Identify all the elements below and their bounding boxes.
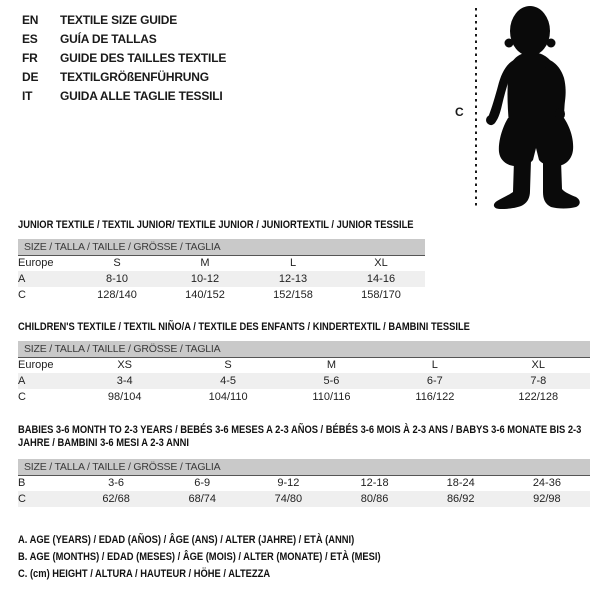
row-label: Europe xyxy=(18,359,54,372)
age-cell: 18-24 xyxy=(446,477,475,490)
table-row-europe xyxy=(18,255,425,271)
junior-size-table xyxy=(18,239,425,303)
lang-code: ES xyxy=(22,32,38,46)
size-cell: L xyxy=(289,257,297,270)
size-cell: XL xyxy=(531,359,546,372)
height-cell: 152/158 xyxy=(273,289,313,301)
size-cell: L xyxy=(431,359,438,372)
size-header-bar xyxy=(18,341,590,357)
lang-title: GUIDA ALLE TAGLIE TESSILI xyxy=(60,89,223,103)
age-cell: 9-12 xyxy=(277,477,300,490)
lang-title: TEXTILE SIZE GUIDE xyxy=(60,13,178,27)
height-cell: 62/68 xyxy=(73,491,159,507)
row-label: Europe xyxy=(18,257,54,270)
row-label: A xyxy=(18,373,73,389)
height-cell: 122/128 xyxy=(518,391,559,403)
size-cell: XS xyxy=(117,359,133,372)
row-label: C xyxy=(18,391,26,403)
table-row-height xyxy=(18,389,590,405)
legend-age-months: B. AGE (MONTHS) / EDAD (MESES) / ÂGE (MOIS) / ALTER (MONATE) / ETÀ (MESI) xyxy=(18,551,381,563)
table-row-age xyxy=(18,373,590,389)
height-cell: 104/110 xyxy=(208,391,248,403)
babies-textile-section xyxy=(18,424,590,507)
lang-title: TEXTILGRÖßENFÜHRUNG xyxy=(60,70,209,84)
age-cell: 12-18 xyxy=(360,477,389,490)
size-header-label: SIZE / TALLA / TAILLE / GRÖSSE / TAGLIA xyxy=(18,341,590,357)
lang-row-de xyxy=(22,68,226,87)
lang-row-es xyxy=(22,30,226,49)
height-cell: 92/98 xyxy=(504,491,590,507)
legend-height: C. (cm) HEIGHT / ALTURA / HAUTEUR / HÖHE / ALTEZZA xyxy=(18,568,271,580)
age-cell: 8-10 xyxy=(73,271,161,287)
table-row-age-months xyxy=(18,475,590,491)
babies-table-title: BABIES 3-6 MONTH TO 2-3 YEARS / BEBÉS 3-6 MESES A 2-3 AÑOS / BÉBÉS 3-6 MOIS À 2-3 ANS / BABYS 3-6 MONATE BIS 2-3 JAHRE / BAMBINI 3-6 MESI A 2-3 ANNI xyxy=(18,424,582,449)
childrens-size-table xyxy=(18,341,590,405)
age-cell: 7-8 xyxy=(487,373,590,389)
age-cell: 14-16 xyxy=(337,271,425,287)
height-cell: 74/80 xyxy=(245,491,331,507)
language-list xyxy=(22,11,226,106)
size-header-bar xyxy=(18,459,590,475)
age-cell: 3-6 xyxy=(108,477,125,490)
size-cell: S xyxy=(224,359,232,372)
lang-row-fr xyxy=(22,49,226,68)
age-cell: 10-12 xyxy=(161,271,249,287)
height-cell: 110/116 xyxy=(312,391,351,403)
size-header-label: SIZE / TALLA / TAILLE / GRÖSSE / TAGLIA xyxy=(18,459,590,475)
size-header-bar xyxy=(18,239,425,255)
table-row-europe xyxy=(18,357,590,373)
row-label: C xyxy=(18,289,26,301)
childrens-textile-section xyxy=(18,321,590,405)
height-cell: 86/92 xyxy=(418,491,504,507)
lang-code: FR xyxy=(22,51,38,65)
legend xyxy=(18,532,445,583)
height-measure-dotted-line xyxy=(475,8,477,208)
table-row-height xyxy=(18,287,425,303)
age-cell: 12-13 xyxy=(249,271,337,287)
lang-code: DE xyxy=(22,70,39,84)
size-cell: M xyxy=(326,359,337,372)
lang-code: EN xyxy=(22,13,39,27)
height-cell: 128/140 xyxy=(97,289,137,301)
height-cell: 68/74 xyxy=(159,491,245,507)
height-measure-label: C xyxy=(455,105,464,119)
size-cell: XL xyxy=(374,257,388,270)
row-label: C xyxy=(18,491,73,507)
row-label: A xyxy=(18,271,73,287)
lang-code: IT xyxy=(22,89,33,103)
legend-age-years: A. AGE (YEARS) / EDAD (AÑOS) / ÂGE (ANS) / ALTER (JAHRE) / ETÀ (ANNI) xyxy=(18,534,355,546)
age-cell: 6-9 xyxy=(194,477,211,490)
childrens-table-title: CHILDREN'S TEXTILE / TEXTIL NIÑO/A / TEXTILE DES ENFANTS / KINDERTEXTIL / BAMBINI TESSILE xyxy=(18,321,470,333)
junior-textile-section xyxy=(18,219,425,303)
lang-row-it xyxy=(22,87,226,106)
height-cell: 140/152 xyxy=(185,289,225,301)
height-cell: 158/170 xyxy=(361,289,401,301)
age-cell: 5-6 xyxy=(280,373,383,389)
lang-title: GUÍA DE TALLAS xyxy=(60,32,157,46)
age-cell: 24-36 xyxy=(532,477,561,490)
age-cell: 6-7 xyxy=(383,373,486,389)
height-cell: 98/104 xyxy=(107,391,142,403)
height-cell: 116/122 xyxy=(415,391,455,403)
baby-head-shape xyxy=(510,6,550,56)
lang-title: GUIDE DES TAILLES TEXTILE xyxy=(60,51,227,65)
size-cell: M xyxy=(200,257,210,270)
table-row-height xyxy=(18,491,590,507)
lang-row-en xyxy=(22,11,226,30)
baby-silhouette-image xyxy=(484,2,594,210)
babies-size-table xyxy=(18,459,590,507)
table-row-age xyxy=(18,271,425,287)
height-cell: 80/86 xyxy=(331,491,417,507)
age-cell: 4-5 xyxy=(176,373,279,389)
age-cell: 3-4 xyxy=(73,373,176,389)
junior-table-title: JUNIOR TEXTILE / TEXTIL JUNIOR/ TEXTILE JUNIOR / JUNIORTEXTIL / JUNIOR TESSILE xyxy=(18,219,414,231)
size-cell: S xyxy=(113,257,121,270)
size-header-label: SIZE / TALLA / TAILLE / GRÖSSE / TAGLIA xyxy=(18,239,425,255)
row-label: B xyxy=(18,477,26,490)
